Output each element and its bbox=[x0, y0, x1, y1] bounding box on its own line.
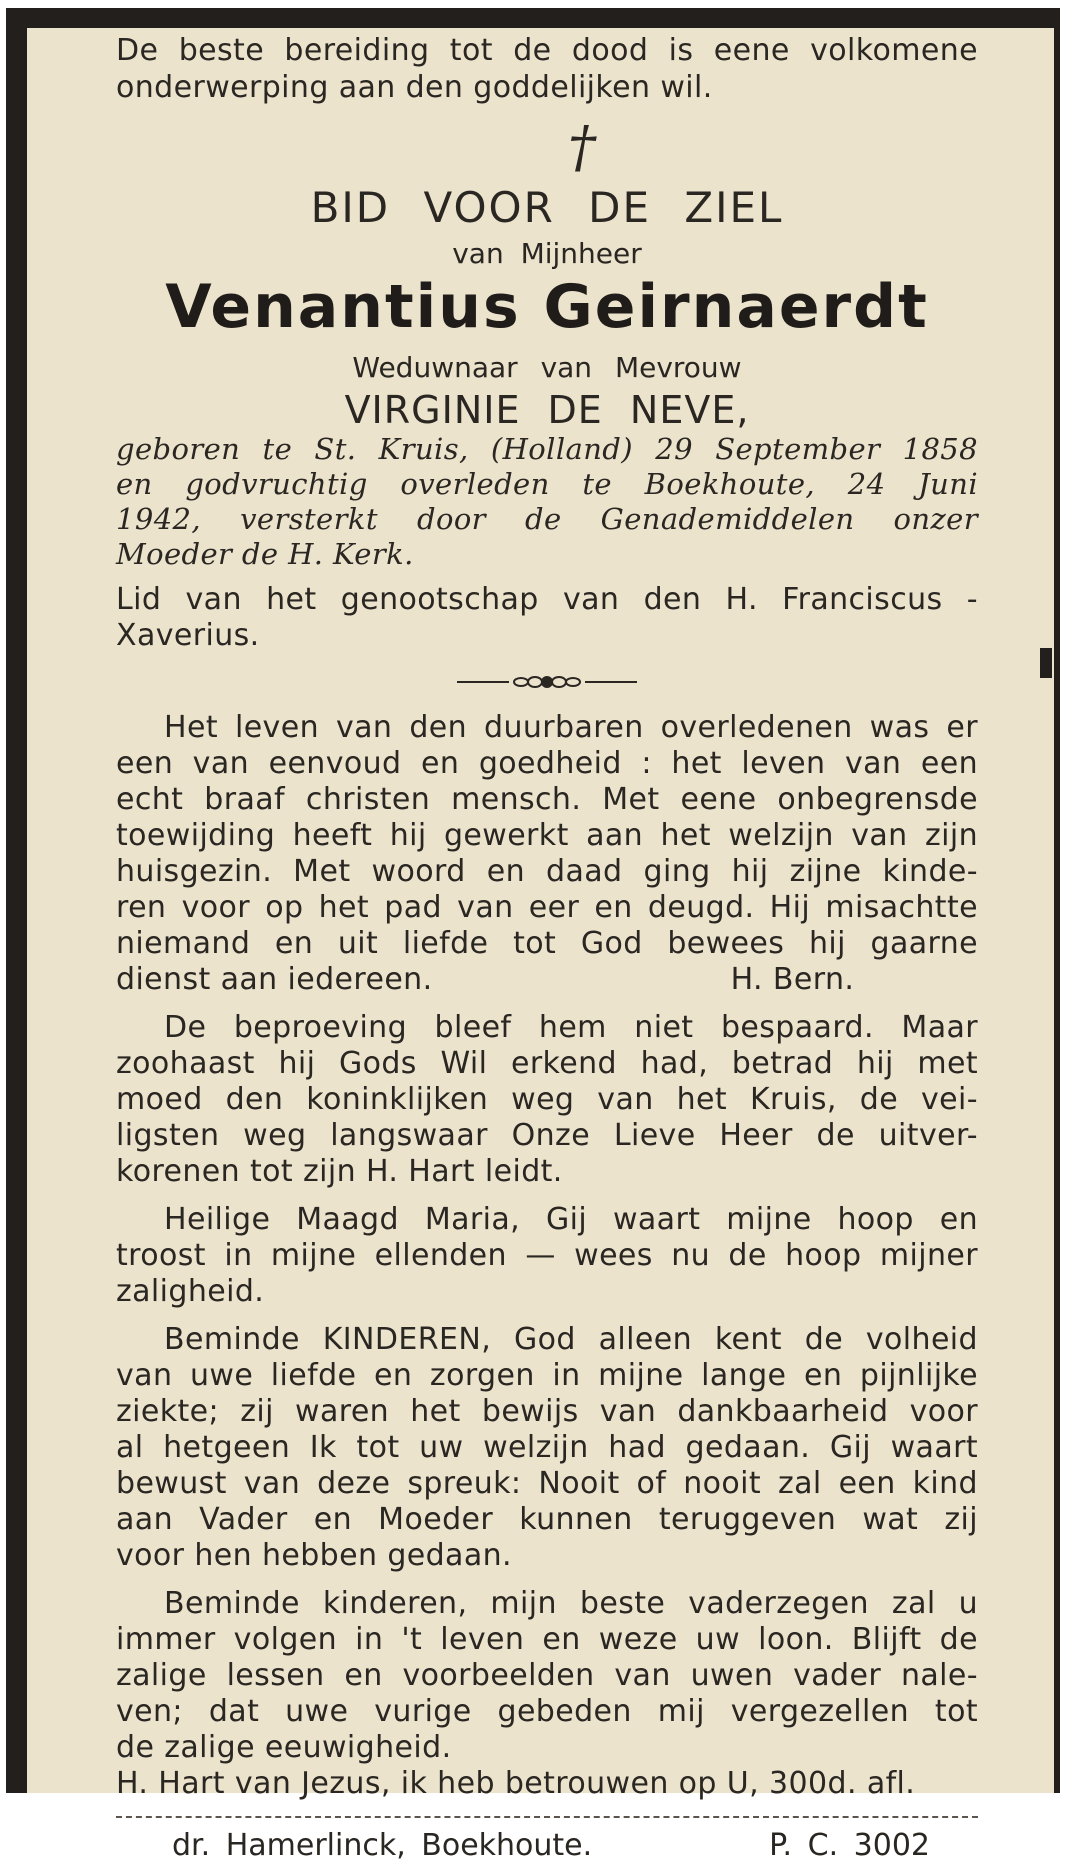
paragraph-line: zaligheid. bbox=[116, 1274, 265, 1309]
details-line: en godvruchtig overleden te Boekhoute, 24 Juni bbox=[116, 467, 978, 501]
details-line: Moeder de H. Kerk. bbox=[116, 537, 414, 571]
border-notch bbox=[1040, 648, 1052, 678]
printer-code: P. C. 3002 bbox=[769, 1828, 930, 1863]
paragraph-line: huisgezin. Met woord en daad ging hij zijne kinde- bbox=[116, 854, 978, 889]
paragraph-line: zalige lessen en voorbeelden van uwen vader nale- bbox=[116, 1658, 978, 1693]
paragraph-line: van uwe liefde en zorgen in mijne lange en pijnlijke bbox=[116, 1358, 978, 1393]
paragraph-line: toewijding heeft hij gewerkt aan het welzijn van zijn bbox=[116, 818, 978, 853]
membership-line: Lid van het genootschap van den H. Franciscus - bbox=[116, 582, 978, 617]
paragraph-1 bbox=[116, 710, 978, 998]
paragraph-line: Het leven van den duurbaren overledenen was er bbox=[164, 710, 978, 745]
paragraph-5 bbox=[116, 1586, 978, 1766]
motto bbox=[116, 32, 978, 106]
paragraph-line: de zalige eeuwigheid. bbox=[116, 1730, 452, 1765]
heading: BID VOOR DE ZIEL bbox=[310, 183, 784, 232]
paragraph-line: voor hen hebben gedaan. bbox=[116, 1538, 512, 1573]
membership-line: Xaverius. bbox=[116, 618, 260, 653]
printer-footer bbox=[116, 1828, 978, 1864]
printer-name: dr. Hamerlinck, Boekhoute. bbox=[172, 1828, 593, 1863]
dotted-rule bbox=[116, 1816, 978, 1818]
paragraph-line: ligsten weg langswaar Onze Lieve Heer de uitver- bbox=[116, 1118, 978, 1153]
van-mijnheer: van Mijnheer bbox=[452, 237, 642, 270]
paragraph-line: korenen tot zijn H. Hart leidt. bbox=[116, 1154, 563, 1189]
cross-icon: † bbox=[568, 115, 596, 180]
paragraph-3 bbox=[116, 1202, 978, 1310]
card-content bbox=[116, 32, 978, 1864]
paragraph-line: Heilige Maagd Maria, Gij waart mijne hoop en bbox=[164, 1202, 978, 1237]
paragraph-line: dienst aan iedereen. H. Bern. bbox=[116, 962, 855, 997]
paragraph-6 bbox=[116, 1766, 978, 1802]
motto-line: De beste bereiding tot de dood is eene volkomene bbox=[116, 33, 978, 68]
deceased-name: Venantius Geirnaerdt bbox=[165, 272, 929, 342]
paragraph-line: moed den koninklijken weg van het Kruis, de vei- bbox=[116, 1082, 978, 1117]
paragraph-line: ziekte; zij waren het bewijs van dankbaarheid voor bbox=[116, 1394, 978, 1429]
paragraph-line: De beproeving bleef hem niet bespaard. Maar bbox=[164, 1010, 978, 1045]
paragraph-line: niemand en uit liefde tot God bewees hij gaarne bbox=[116, 926, 978, 961]
wife-name: VIRGINIE DE NEVE, bbox=[344, 388, 750, 432]
paragraph-line: bewust van deze spreuk: Nooit of nooit zal een kind bbox=[116, 1466, 978, 1501]
paragraph-line: troost in mijne ellenden — wees nu de hoop mijner bbox=[116, 1238, 978, 1273]
paragraph-line: H. Hart van Jezus, ik heb betrouwen op U, 300d. afl. bbox=[116, 1766, 916, 1801]
paragraph-line: al hetgeen Ik tot uw welzijn had gedaan. Gij waart bbox=[116, 1430, 978, 1465]
paragraph-line: een van eenvoud en goedheid : het leven van een bbox=[116, 746, 978, 781]
birth-death-details bbox=[116, 432, 978, 572]
paragraph-line: aan Vader en Moeder kunnen teruggeven wat zij bbox=[116, 1502, 978, 1537]
paragraph-line: Beminde kinderen, mijn beste vaderzegen zal u bbox=[164, 1586, 978, 1621]
ornament-divider-icon bbox=[457, 672, 637, 692]
paragraph-line: Beminde KINDEREN, God alleen kent de volheid bbox=[164, 1322, 978, 1357]
paragraph-line: ven; dat uwe vurige gebeden mij vergezellen tot bbox=[116, 1694, 978, 1729]
details-line: 1942, versterkt door de Genademiddelen onzer bbox=[116, 502, 978, 536]
paragraph-line: zoohaast hij Gods Wil erkend had, betrad hij met bbox=[116, 1046, 978, 1081]
paragraph-line: ren voor op het pad van eer en deugd. Hij misachtte bbox=[116, 890, 978, 925]
membership bbox=[116, 582, 978, 654]
paragraph-4 bbox=[116, 1322, 978, 1574]
motto-line: onderwerping aan den goddelijken wil. bbox=[116, 70, 713, 105]
details-line: geboren te St. Kruis, (Holland) 29 September 1858 bbox=[116, 432, 978, 466]
paragraph-line: echt braaf christen mensch. Met eene onbegrensde bbox=[116, 782, 978, 817]
paragraph-2 bbox=[116, 1010, 978, 1190]
paragraph-line: immer volgen in 't leven en weze uw loon. Blijft de bbox=[116, 1622, 978, 1657]
widower-line: Weduwnaar van Mevrouw bbox=[352, 351, 742, 384]
